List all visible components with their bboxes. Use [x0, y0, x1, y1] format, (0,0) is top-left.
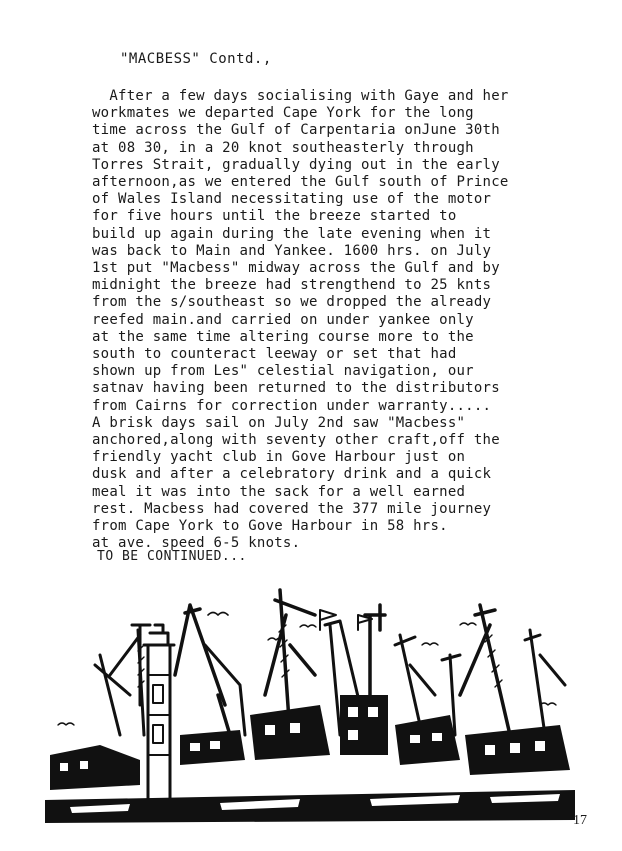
body-line: at the same time altering course more to the: [92, 328, 474, 345]
body-line: friendly yacht club in Gove Harbour just on: [92, 449, 466, 466]
to-be-continued-note: TO BE CONTINUED...: [97, 549, 247, 564]
body-line: dusk and after a celebratory drink and a quick: [92, 466, 492, 483]
body-line: from Cairns for correction under warranty.....: [92, 397, 492, 414]
body-line: afternoon,as we entered the Gulf south of Prince: [92, 174, 509, 191]
article-body: [92, 88, 582, 552]
body-line: After a few days socialising with Gaye and her: [92, 88, 509, 104]
body-line: reefed main.and carried on under yankee only: [92, 311, 474, 328]
body-line: shown up from Les" celestial navigation, our: [92, 363, 474, 380]
body-line: for five hours until the breeze started to: [92, 208, 457, 225]
body-line: midnight the breeze had strengthend to 25 knts: [92, 277, 492, 294]
body-line: from the s/southeast so we dropped the already: [92, 294, 492, 311]
harbour-cranes-sketch-icon: [40, 585, 580, 825]
body-line: at ave. speed 6-5 knots.: [92, 535, 301, 552]
body-line: workmates we departed Cape York for the long: [92, 105, 474, 122]
body-line: build up again during the late evening when it: [92, 225, 492, 242]
body-line: time across the Gulf of Carpentaria onJune 30th: [92, 122, 500, 139]
article-heading: "MACBESS" Contd.,: [120, 51, 272, 67]
body-line: from Cape York to Gove Harbour in 58 hrs.: [92, 518, 448, 535]
body-line: 1st put "Macbess" midway across the Gulf and by: [92, 260, 500, 277]
body-line: meal it was into the sack for a well earned: [92, 483, 466, 500]
body-line: south to counteract leeway or set that had: [92, 346, 457, 363]
body-line: satnav having been returned to the distributors: [92, 380, 500, 397]
page-number: 17: [573, 813, 587, 828]
body-line: was back to Main and Yankee. 1600 hrs. on July: [92, 242, 492, 259]
body-line: Torres Strait, gradually dying out in the early: [92, 156, 500, 173]
body-line: of Wales Island necessitating use of the motor: [92, 191, 492, 208]
body-line: rest. Macbess had covered the 377 mile journey: [92, 500, 492, 517]
body-line: at 08 30, in a 20 knot southeasterly through: [92, 139, 474, 156]
body-line: anchored,along with seventy other craft,off the: [92, 432, 500, 449]
body-line: A brisk days sail on July 2nd saw "Macbess": [92, 414, 466, 431]
